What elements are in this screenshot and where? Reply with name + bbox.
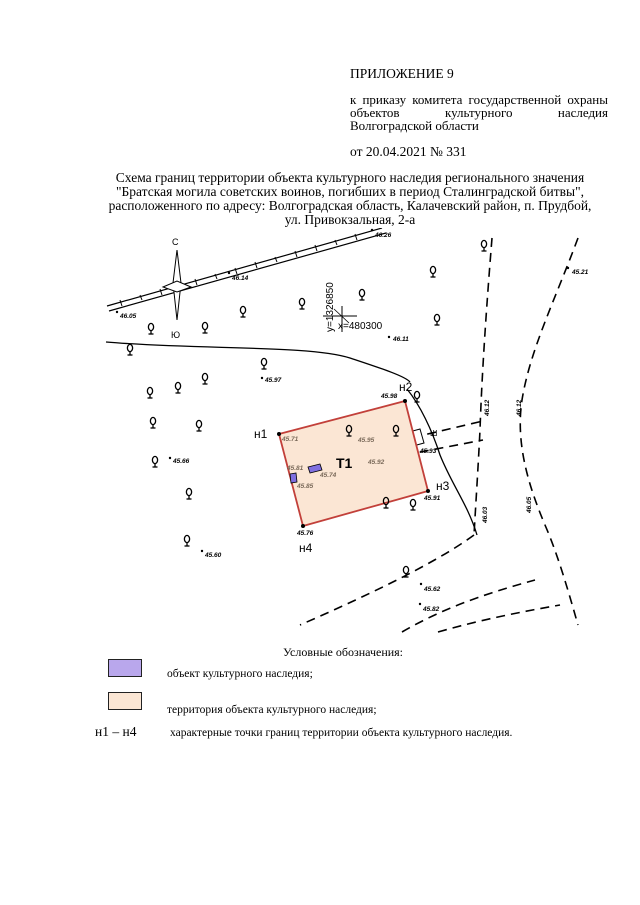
coord-y-label: y=1326850 (325, 282, 336, 332)
elev: 45.21 (572, 269, 589, 276)
legend-territory-swatch (108, 692, 142, 710)
elev: 45.98 (381, 393, 398, 400)
elev: 46.05 (526, 496, 533, 513)
order-reference: к приказу комитета государственной охраны объектов культурного наследия Волгоградской области (350, 92, 608, 133)
elev: 45.60 (205, 552, 222, 559)
elev: 45.62 (424, 586, 441, 593)
heritage-territory (279, 401, 428, 526)
legend-points-text: характерные точки границ территории объекта культурного наследия. (170, 727, 513, 739)
elev: 45.97 (265, 377, 282, 384)
elev: 46.12 (484, 399, 491, 416)
territory-label: Т1 (336, 455, 353, 471)
elev: 46.11 (393, 336, 409, 343)
elev: 45.76 (297, 530, 314, 537)
legend-object-swatch (108, 659, 142, 677)
elev: 46.14 (232, 275, 249, 282)
order-date: от 20.04.2021 № 331 (350, 144, 467, 159)
compass-south: Ю (171, 330, 181, 340)
elev: 46.26 (375, 232, 392, 239)
elev: 46.05 (120, 313, 137, 320)
legend-object-text: объект культурного наследия; (167, 668, 313, 680)
elev: 45.95 (358, 437, 375, 444)
railway-line (107, 228, 386, 311)
point-n3: н3 (436, 479, 450, 493)
road-edge (106, 342, 410, 382)
legend-points-label: н1 – н4 (95, 724, 137, 739)
elev: 45.66 (173, 458, 190, 465)
scheme-title: Схема границ территории объекта культурного наследия регионального значения "Братская могила советских воинов, погибших в период Сталинградской битвы", расположенного по адресу: Волгоградская область, Калачевский район, п. Прудбой, ул. Привокзальная, 2-а (108, 170, 592, 227)
elev: 45.92 (368, 459, 385, 466)
elev: 45.81 (287, 465, 304, 472)
elev: 45.82 (423, 606, 440, 613)
elev: 45.85 (297, 483, 314, 490)
legend-territory-text: территория объекта культурного наследия; (167, 704, 377, 716)
coordinate-marker (323, 282, 383, 332)
stairs-label: Ш (430, 429, 438, 438)
elev: 46.12 (516, 399, 523, 416)
elev: 45.71 (282, 436, 299, 443)
coord-x-label: x=480300 (338, 321, 383, 332)
appendix-heading: ПРИЛОЖЕНИЕ 9 (350, 66, 454, 81)
elev: 45.74 (320, 472, 337, 479)
elev: 45.91 (424, 495, 441, 502)
point-n2: н2 (399, 380, 413, 394)
site-map (0, 228, 640, 638)
legend-title: Условные обозначения: (283, 645, 404, 659)
point-n4: н4 (299, 541, 313, 555)
compass-rose (163, 237, 191, 340)
heritage-object-small (290, 473, 297, 483)
point-n1: н1 (254, 427, 268, 441)
elev: 45.93 (420, 448, 437, 455)
elev: 46.03 (482, 506, 489, 523)
compass-north: С (172, 237, 179, 247)
